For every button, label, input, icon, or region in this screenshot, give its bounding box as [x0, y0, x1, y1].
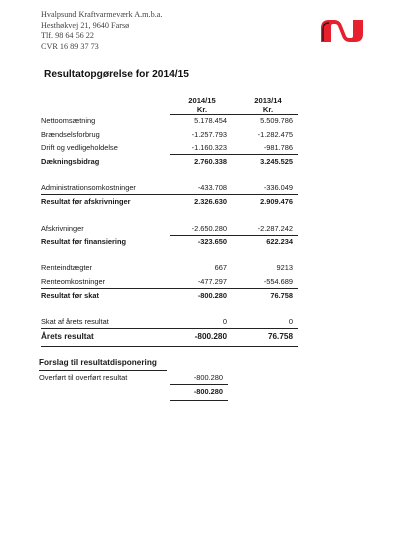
column-year: 2014/15: [188, 96, 216, 105]
company-address: Hesthøkvej 21, 9640 Farsø: [41, 20, 130, 30]
row-resultat-foer-finansiering: [41, 237, 301, 249]
header-underline: [170, 114, 298, 115]
company-name: Hvalpsund Kraftvarmeværk A.m.b.a.: [41, 10, 163, 19]
disposition-total: -800.280: [193, 387, 223, 396]
value-2013-14: -554.689: [263, 277, 293, 286]
row-daekningsbidrag: [41, 157, 301, 169]
column-year: 2013/14: [254, 96, 282, 105]
column-header-2013-14: [243, 96, 293, 114]
subtotal-line: [41, 288, 298, 289]
value-2013-14: 76.758: [270, 291, 293, 300]
value-2014-15: -800.280: [197, 291, 227, 300]
subtotal-line: [170, 235, 298, 236]
row-label: Renteindtægter: [41, 263, 92, 272]
value-2014-15: 2.760.338: [194, 157, 227, 166]
value-2014-15: -433.708: [197, 183, 227, 192]
row-label: Resultat før afskrivninger: [41, 197, 131, 206]
row-label: Overført til overført resultat: [39, 373, 128, 382]
subtotal-line: [170, 154, 298, 155]
row-label: Drift og vedligeholdelse: [41, 143, 118, 152]
value-2014-15: -1.257.793: [191, 130, 227, 139]
total-underline: [41, 346, 298, 347]
row-disposition-total: [39, 387, 299, 399]
row-aarets-resultat: [41, 332, 301, 344]
column-header-2014-15: [177, 96, 227, 114]
subtotal-line: [41, 194, 298, 195]
company-header: [41, 10, 162, 52]
value-2013-14: 76.758: [267, 332, 293, 341]
value-2013-14: 622.234: [266, 237, 293, 246]
value-2013-14: -336.049: [263, 183, 293, 192]
company-cvr: CVR 16 89 37 73: [41, 41, 99, 51]
row-braendselsforbrug: [41, 130, 301, 142]
disposition-value: -800.280: [193, 373, 223, 382]
row-label: Administrationsomkostninger: [41, 183, 136, 192]
value-2014-15: 0: [222, 317, 227, 326]
value-2014-15: -323.650: [197, 237, 227, 246]
value-2013-14: -981.786: [263, 143, 293, 152]
value-2014-15: -800.280: [194, 332, 227, 341]
company-phone: Tlf. 98 64 56 22: [41, 31, 94, 41]
row-label: Nettoomsætning: [41, 116, 96, 125]
row-nettoomsaetning: [41, 116, 301, 128]
value-2014-15: 5.178.454: [194, 116, 227, 125]
total-underline: [170, 400, 228, 401]
disposition-title: Forslag til resultatdisponering: [39, 358, 157, 367]
value-2014-15: 2.326.630: [194, 197, 227, 206]
value-2013-14: -1.282.475: [257, 130, 293, 139]
value-2013-14: -2.287.242: [257, 224, 293, 233]
disposition-title-underline: [39, 370, 167, 371]
row-label: Årets resultat: [41, 332, 94, 341]
company-logo-icon: [320, 18, 364, 44]
row-label: Resultat før skat: [41, 291, 99, 300]
value-2013-14: 2.909.476: [260, 197, 293, 206]
value-2014-15: -477.297: [197, 277, 227, 286]
row-resultat-foer-skat: [41, 291, 301, 303]
column-unit: Kr.: [196, 105, 208, 114]
subtotal-line: [41, 328, 298, 329]
page-title: Resultatopgørelse for 2014/15: [44, 69, 189, 80]
value-2013-14: 5.509.786: [260, 116, 293, 125]
column-unit: Kr.: [262, 105, 274, 114]
row-resultat-foer-afskrivninger: [41, 197, 301, 209]
value-2013-14: 3.245.525: [260, 157, 293, 166]
value-2014-15: -2.650.280: [191, 224, 227, 233]
subtotal-line: [170, 384, 228, 385]
value-2014-15: 667: [214, 263, 227, 272]
row-overfoert-resultat: [39, 373, 299, 385]
value-2013-14: 0: [288, 317, 293, 326]
row-label: Resultat før finansiering: [41, 237, 127, 246]
row-label: Dækningsbidrag: [41, 157, 100, 166]
row-label: Afskrivninger: [41, 224, 84, 233]
value-2013-14: 9213: [276, 263, 293, 272]
row-label: Renteomkostninger: [41, 277, 106, 286]
value-2014-15: -1.160.323: [191, 143, 227, 152]
row-label: Brændselsforbrug: [41, 130, 100, 139]
row-renteindtaegter: [41, 263, 301, 275]
row-label: Skat af årets resultat: [41, 317, 109, 326]
